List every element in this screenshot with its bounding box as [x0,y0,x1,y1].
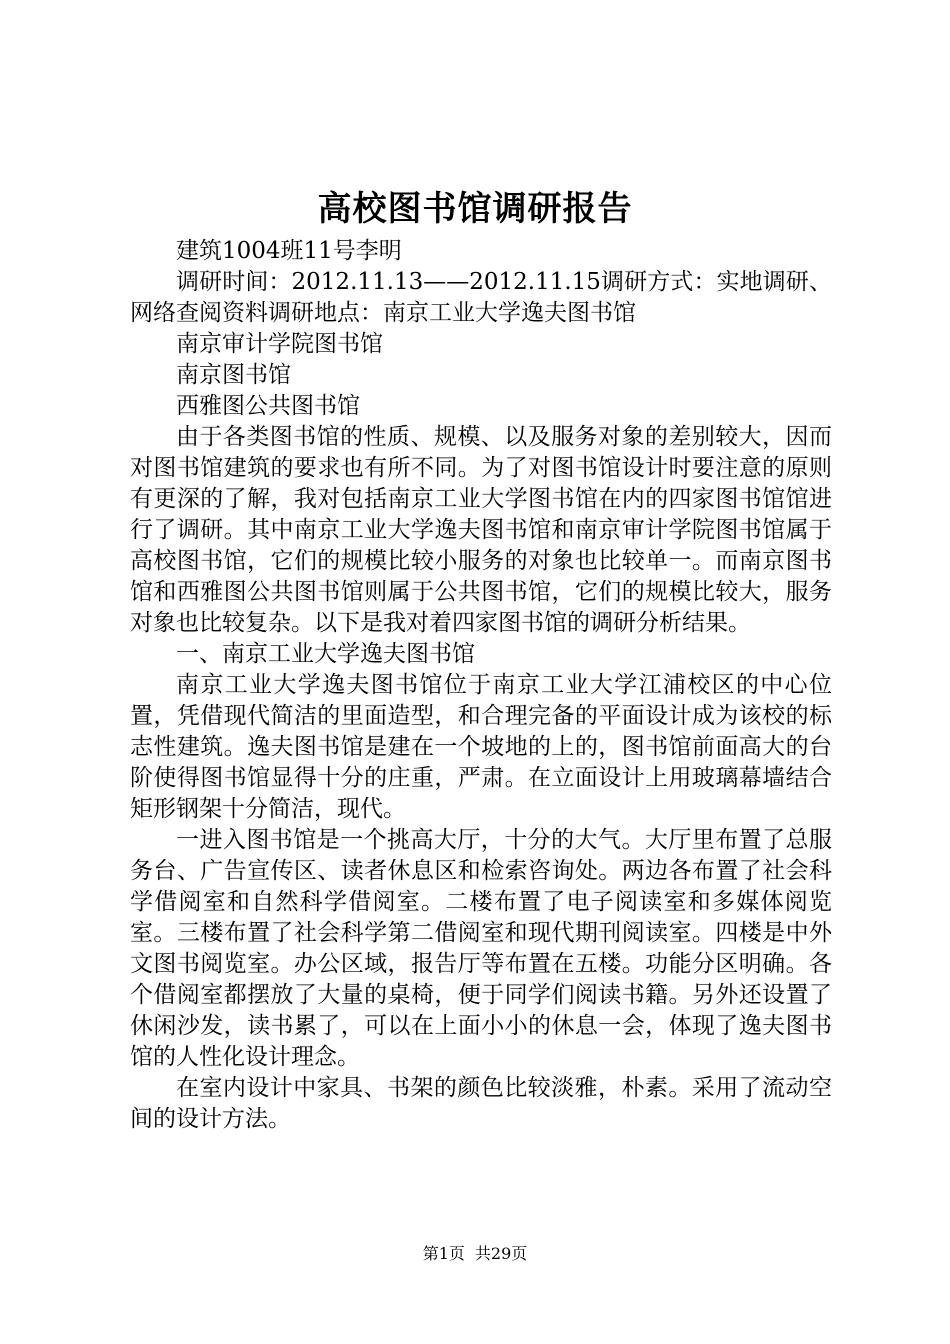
body-paragraph: 一进入图书馆是一个挑高大厅，十分的大气。大厅里布置了总服务台、广告宣传区、读者休息区和检索咨询处。两边各布置了社会科学借阅室和自然科学借阅室。二楼布置了电子阅读室和多媒体阅览室。三楼布置了社会科学第二借阅室和现代期刊阅读室。四楼是中外文图书阅览室。办公区域，报告厅等布置在五楼。功能分区明确。各个借阅室都摆放了大量的桌椅，便于同学们阅读书籍。另外还设置了休闲沙发，读书累了，可以在上面小小的休息一会，体现了逸夫图书馆的人性化设计理念。 [130,827,832,1070]
location-item: 南京图书馆 [176,362,291,388]
page-total: 共29页 [474,1244,528,1263]
document-title: 高校图书馆调研报告 [317,189,633,229]
author-line: 建筑1004班11号李明 [176,238,402,264]
page-footer [0,1243,950,1265]
body-paragraph: 南京工业大学逸夫图书馆位于南京工业大学江浦校区的中心位置，凭借现代简洁的里面造型，和合理完备的平面设计成为该校的标志性建筑。逸夫图书馆是建在一个坡地的上的，图书馆前面高大的台阶使得图书馆显得十分的庄重，严肃。在立面设计上用玻璃幕墙结合矩形钢架十分简洁，现代。 [130,672,832,822]
intro-paragraph: 由于各类图书馆的性质、规模、以及服务对象的差别较大，因而对图书馆建筑的要求也有所不同。为了对图书馆设计时要注意的原则有更深的了解，我对包括南京工业大学图书馆在内的四家图书馆馆进行了调研。其中南京工业大学逸夫图书馆和南京审计学院图书馆属于高校图书馆，它们的规模比较小服务的对象也比较单一。而南京图书馆和西雅图公共图书馆则属于公共图书馆，它们的规模比较大，服务对象也比较复杂。以下是我对着四家图书馆的调研分析结果。 [130,424,832,636]
section-heading: 一、南京工业大学逸夫图书馆 [176,641,475,667]
location-item: 西雅图公共图书馆 [176,393,360,419]
body-paragraph: 在室内设计中家具、书架的颜色比较淡雅，朴素。采用了流动空间的设计方法。 [130,1075,832,1132]
location-item: 南京审计学院图书馆 [176,331,383,357]
page-number: 第1页 [422,1244,465,1263]
survey-info-paragraph: 调研时间：2012.11.13——2012.11.15调研方式：实地调研、网络查阅资料调研地点：南京工业大学逸夫图书馆 [130,269,832,326]
document-body [130,236,832,1135]
